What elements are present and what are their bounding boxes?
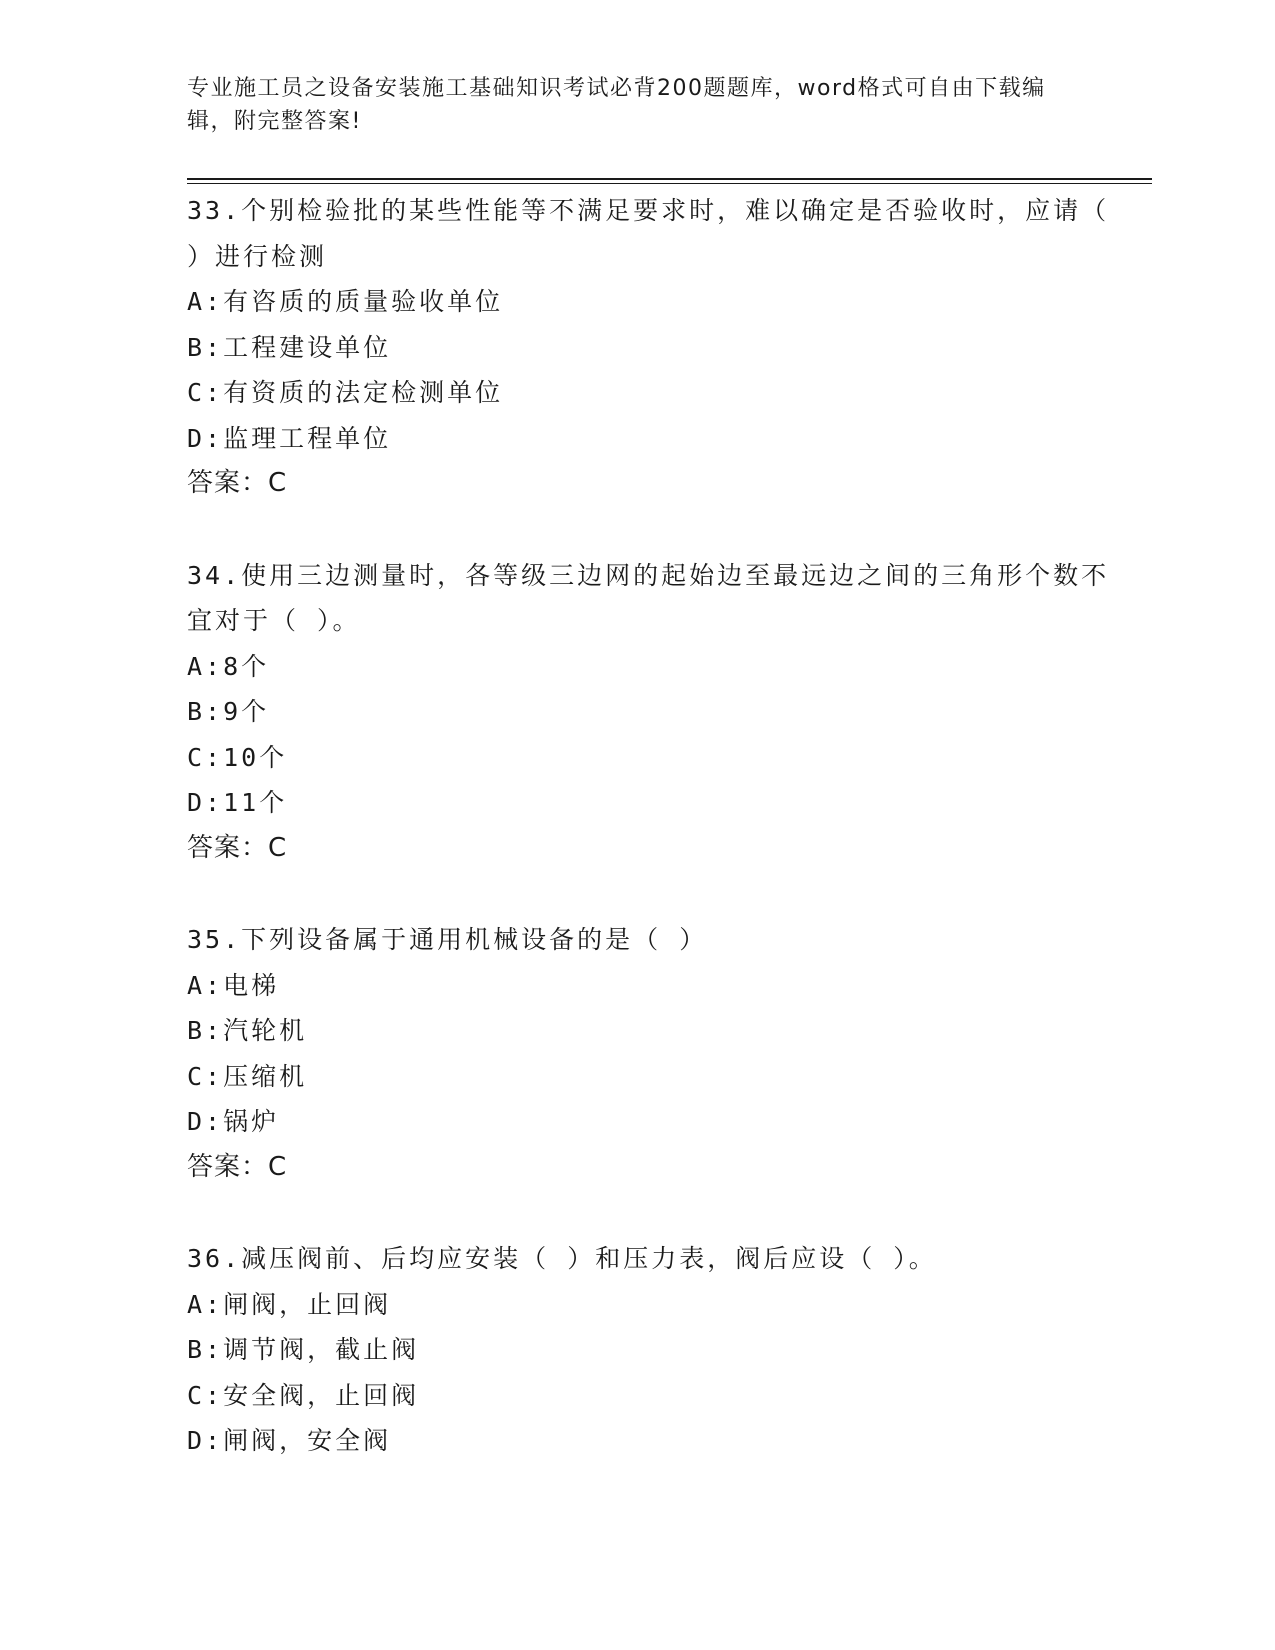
header-divider-thin <box>187 183 1152 184</box>
option-d: D:锅炉 <box>187 1107 280 1136</box>
question-stem: 36.减压阀前、后均应安装（ ）和压力表，阀后应设（ ）。 <box>187 1244 937 1273</box>
answer: 答案：C <box>187 468 288 498</box>
option-b: B:调节阀，截止阀 <box>187 1335 420 1364</box>
option-c: C:10个 <box>187 742 288 772</box>
question-stem: 35.下列设备属于通用机械设备的是（ ） <box>187 925 708 954</box>
question-list <box>187 188 1117 1510</box>
option-b: B:9个 <box>187 697 270 726</box>
question-36 <box>187 1236 1117 1464</box>
option-a: A:有咨质的质量验收单位 <box>187 287 504 316</box>
option-c: C:有资质的法定检测单位 <box>187 378 504 407</box>
question-33 <box>187 188 1117 507</box>
option-a: A:闸阀，止回阀 <box>187 1289 392 1319</box>
question-34 <box>187 553 1117 872</box>
option-c: C:安全阀，止回阀 <box>187 1380 420 1410</box>
option-a: A:电梯 <box>187 970 280 1000</box>
option-b: B:工程建设单位 <box>187 332 392 362</box>
answer: 答案：C <box>187 832 288 863</box>
answer: 答案：C <box>187 1151 288 1182</box>
option-d: D:监理工程单位 <box>187 423 392 453</box>
option-d: D:闸阀，安全阀 <box>187 1426 392 1455</box>
option-c: C:压缩机 <box>187 1061 308 1091</box>
header-divider-thick <box>187 178 1152 180</box>
option-b: B:汽轮机 <box>187 1016 308 1045</box>
option-a: A:8个 <box>187 651 270 681</box>
option-d: D:11个 <box>187 788 288 817</box>
document-header: 专业施工员之设备安装施工基础知识考试必背200题题库，word格式可自由下载编辑，附完整答案! <box>187 76 1046 134</box>
question-stem: 34.使用三边测量时，各等级三边网的起始边至最远边之间的三角形个数不宜对于（ ）。 <box>187 560 1110 635</box>
question-stem: 33.个别检验批的某些性能等不满足要求时，难以确定是否验收时，应请（ ）进行检测 <box>187 196 1110 271</box>
question-35 <box>187 917 1117 1190</box>
